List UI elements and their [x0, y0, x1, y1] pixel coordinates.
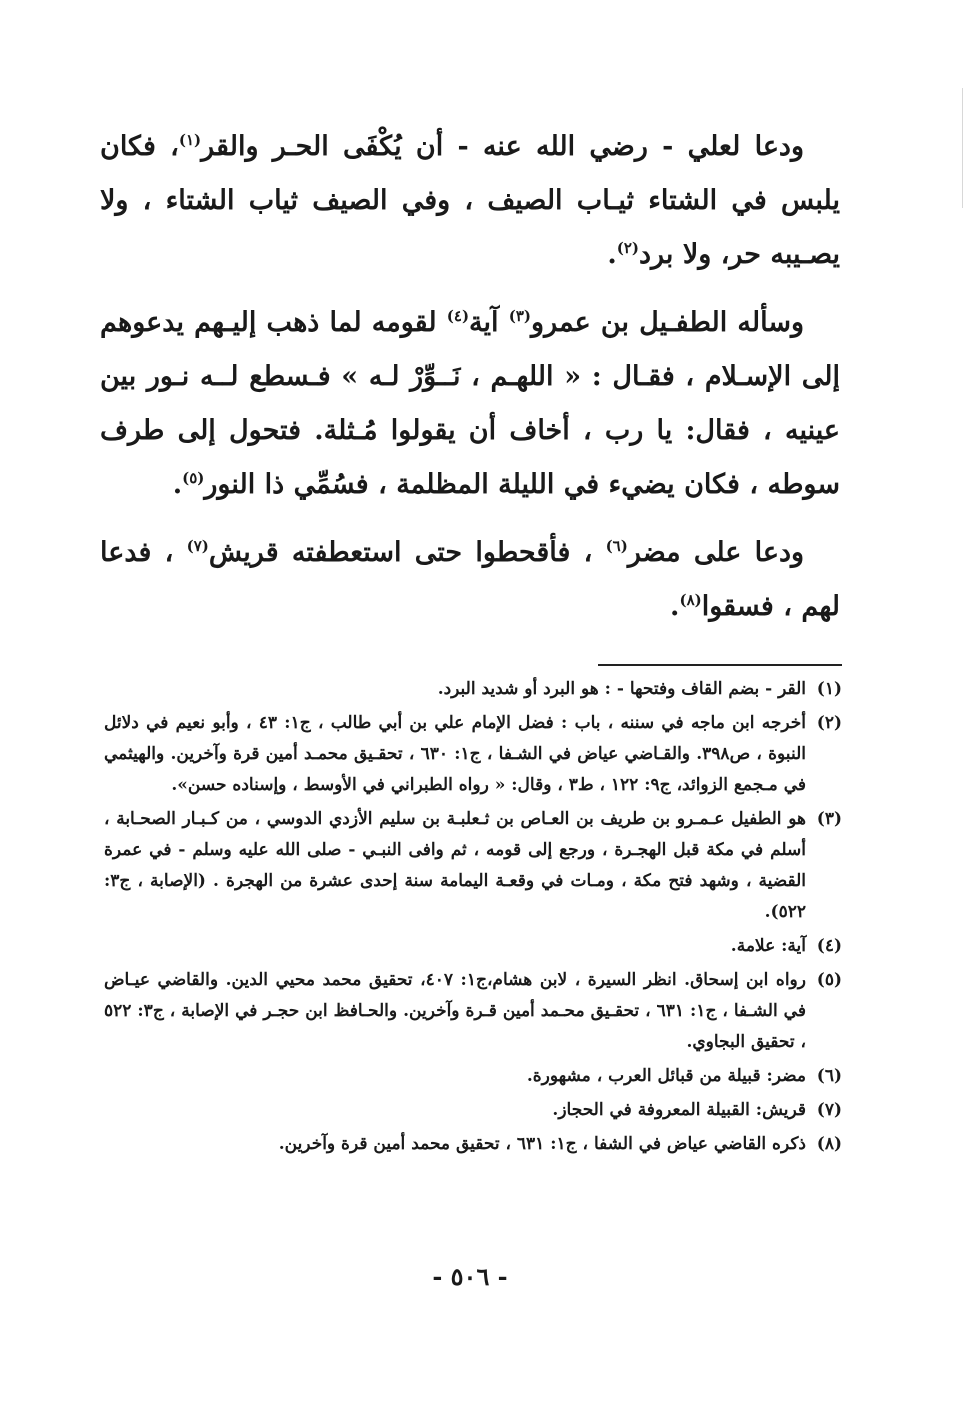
footnote-ref-7: (٧): [186, 537, 209, 555]
footnote-4: [104, 931, 842, 962]
footnote-6: [104, 1061, 842, 1092]
paragraph-1-text: .: [607, 239, 617, 270]
footnote-number: (٧): [816, 1100, 842, 1120]
footnote-number: (٨): [816, 1134, 842, 1154]
footnote-text: آية: علامة.: [730, 936, 806, 956]
footnote-number: (٤): [816, 936, 842, 956]
paragraph-2: [100, 296, 840, 512]
footnote-number: (٣): [816, 809, 842, 829]
footnote-separator: [598, 664, 842, 666]
footnote-text: أخرجه ابن ماجه في سننه ، باب : فضل الإمام علي بن أبي طالب ، ج١: ٤٣ ، وأبو نعيم في دلائل النبوة ، ص٣٩٨. والقـاضي عياض في الشـفا ، ج١: ٦٣٠ ، تحقـيق محمـد أمين قرة وآخرين. والهيثمي في مـجمع الزوائد، ج٩: ١٢٢ ، ط٣ ، وقال: « رواه الطبراني في الأوسط ، وإسناده حسن».: [104, 713, 806, 795]
paragraph-2-text: وسأله الطفـيل بن عمرو: [531, 307, 804, 338]
paragraph-1: [100, 120, 840, 282]
paragraph-1-text: ودعا لعلي - رضي الله عنه - أن يُكْفَى الحـر والقر: [201, 131, 804, 162]
footnote-number: (١): [816, 679, 842, 699]
paragraph-1-text: ، فكان يلبس في الشتاء ثيـاب الصيف ، وفي الصيف ثياب الشتاء ، ولا يصـيبه حر، ولا برد: [100, 131, 840, 270]
footnote-text: القر - بضم القاف وفتحها - : هو البرد أو شديد البرد.: [437, 679, 806, 699]
footnote-text: مضر: قبيلة من قبائل العرب ، مشهورة.: [526, 1066, 806, 1086]
footnote-text: رواه ابن إسحاق. انظر السيرة ، لابن هشام،ج١: ٤٠٧، تحقيق محمد محيي الدين. والقاضي عيـاض في الشـفا ، ج١: ٦٣١ ، تحقـيق محـمد أمين قـرة وآخرين. والحـافظ ابن حجـر في الإصابة ، ج٣: ٥٢٢ ، تحقيق البجاوي.: [104, 970, 806, 1052]
footnote-ref-4: (٤): [446, 307, 470, 325]
footnote-7: [104, 1095, 842, 1126]
paragraph-3-text: .: [670, 591, 680, 622]
page-number: - ٥٠٦ -: [432, 1262, 508, 1291]
footnote-3: [104, 804, 842, 928]
footnote-text: قريش: القبيلة المعروفة في الحجاز.: [552, 1100, 806, 1120]
footnote-2: [104, 708, 842, 801]
footnote-ref-6: (٦): [605, 537, 628, 555]
paragraph-2-text: .: [172, 469, 183, 500]
paragraph-3-text: ، فأقحطوا حتى استعطفته قريش: [208, 537, 606, 568]
footnote-8: [104, 1129, 842, 1160]
paragraph-3-text: ودعا على مضر: [627, 537, 805, 568]
footnote-text: هو الطفيل عـمـرو بن طريف بن العـاص بن ثـعلبـة بن سليم الأزدي الدوسي ، من كـبـار الصحـابة ، أسلم في مكة قبل الهجـرة ، ورجع إلى قومه ، ثم وافى النبـي - صلى الله عليه وسلم - في عمرة القضية ، وشهد فتح مكة ، ومـات في وقعـة اليمامة سنة إحدى عشرة من الهجرة . (الإصابة ، ج٣: ٥٢٢).: [104, 809, 806, 922]
footnote-ref-8: (٨): [679, 591, 702, 609]
footnote-5: [104, 965, 842, 1058]
footnote-ref-3: (٣): [508, 307, 532, 325]
main-text: [100, 120, 840, 648]
paragraph-3: [100, 526, 840, 634]
footnotes: [104, 674, 842, 1163]
footnote-number: (٦): [816, 1066, 842, 1086]
footnote-number: (٥): [816, 970, 842, 990]
footnote-text: ذكره القاضي عياض في الشفا ، ج١: ٦٣١ ، تحقيق محمد أمين قرة وآخرين.: [278, 1134, 806, 1154]
paragraph-2-text: آية: [469, 307, 509, 338]
footnote-ref-1: (١): [178, 131, 202, 149]
footnote-ref-2: (٢): [616, 239, 640, 257]
footnote-number: (٢): [816, 713, 842, 733]
paragraph-2-text: لقومه لما ذهب إليـهم يدعوهم إلى الإسـلام ، فقـال : « اللهـم ، نَــوِّرْ لـه » فـسطع لــه نـور بين عينيه ، فقال: يا رب ، أخاف أن يقولوا مُـثلة. فتحول إلى طرف سوطه ، فكان يضيء في الليلة المظلمة ، فسُمِّي ذا النور: [100, 307, 840, 500]
footnote-1: [104, 674, 842, 705]
paragraph-3-text: ، فدعا لهم ، فسقوا: [100, 537, 840, 622]
footnote-ref-5: (٥): [182, 469, 205, 487]
scan-edge-mark: [962, 88, 963, 208]
